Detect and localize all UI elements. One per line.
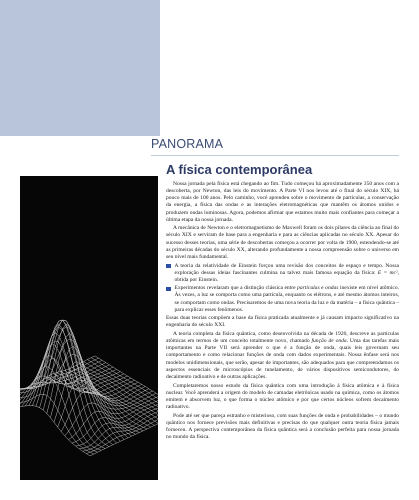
mesh-line	[65, 371, 155, 426]
mesh-line	[68, 369, 158, 423]
emphasis-waves: ondas	[325, 285, 339, 292]
wave-surface-plot	[20, 176, 158, 480]
paragraph-3: Essas duas teorias compõem a base da física praticada atualmente e já causam impacto significativo na engenharia do século XXI.	[166, 315, 399, 329]
equation: E = mc²	[377, 269, 398, 276]
emphasis-wave-function: função de onda	[311, 338, 347, 345]
mesh-line	[65, 396, 158, 436]
bullet-1-text: A teoria da relatividade de Einstein forçou uma revisão dos conceitos de espaço e tempo. Nossa exploração dessas ideias fascinantes culmina na talvez mais famosa equação da física:	[174, 262, 399, 276]
section-divider	[151, 155, 399, 156]
article-body	[166, 181, 399, 443]
bullet-item	[166, 285, 399, 314]
mesh-line	[20, 359, 101, 451]
bullet-square-icon	[166, 287, 171, 292]
paragraph-5: Completaremos nosso estudo da física quântica com uma introdução à física atômica e à física nuclear. Você aprenderá a origem do modelo de camadas eletrônicas usado na química, como os átomos emitem e absorvem luz, o que forma o núcleo atômico e por que certos núcleos sofrem decaimento radioativo.	[166, 382, 399, 410]
paragraph-4	[166, 331, 399, 381]
wave-function-surface-image	[20, 176, 158, 480]
mesh-line	[87, 360, 158, 415]
page-title: A física contemporânea	[166, 162, 313, 177]
bullet-square-icon	[166, 264, 171, 269]
mesh-line	[61, 392, 156, 432]
bullet-2-text-a: Experimentos revelaram que a distinção clássica entre	[174, 285, 296, 292]
paragraph-2: A mecânica de Newton e o eletromagnetismo de Maxwell foram os dois pilares da ciência ao final do século XIX e serviram de base para a engenharia e para as ciências aplicadas no século XX. Apesar do sucesso desses teorias, uma série de descobertas começou a ocorrer por volta de 1900, estendendo-se até as primeiras décadas do século XX, alterando profundamente a nossa compreensão sobre o universo em seu nível mais fundamental.	[166, 225, 399, 260]
mesh-line	[22, 356, 117, 407]
paragraph-1: Nossa jornada pela física está chegando ao fim. Tudo começou há aproximadamente 350 anos com a descoberta, por Newton, das leis do movimento. A Parte VI nos levou até o final do século XIX, há pouco mais de 100 anos. Pelo caminho, você aprendeu sobre o movimento de partículas, a conservação da energia, a física das ondas e as interações eletromagnéticas que mantêm os átomos unidos e produzem ondas luminosas. Agora, podemos afirmar que estamos muito mais confiantes para começar a última etapa da nossa jornada.	[166, 181, 399, 223]
wave-mesh	[20, 320, 158, 456]
bullet-1-end: , obtida por Einstein.	[174, 269, 399, 283]
paragraph-6: Pode até ser que pareça estranho e misterioso, com suas funções de onda e probabilidades – o mundo quântico nos fornece previsões mais definitivas e precisas do que qualquer outra teoria física jamais forneceu. A perspectiva contemporânea da física quântica será a conclusão perfeita para nossa jornada no mundo da física.	[166, 412, 399, 440]
bullet-item	[166, 263, 399, 284]
bullet-2-text-b: e	[321, 285, 324, 292]
emphasis-particles: partículas	[297, 285, 320, 292]
paragraph-4-a: A teoria completa da física quântica, como desenvolvida na década de 1920, descreve as partículas atômicas em termos de um conceito totalmente novo, chamado	[166, 331, 399, 345]
paragraph-4-b: . Uma das tarefas mais importantes na Parte VII será aprender o que é a função de onda, quais leis governam seu comportamento e como relacionar funções de onda com dados experimentais. Nossa ênfase será nos modelos unidimensionais, que serão, apesar de importantes, são adequados para que compreendamos os aspectos essenciais de microscópios de tunelamento, de vários dispositivos semicondutores, do decaimento radioativo e de outras aplicações.	[166, 338, 399, 380]
section-label: PANORAMA	[151, 137, 224, 151]
mesh-line	[27, 320, 117, 443]
bullet-2-text-c: inexiste em nível atômico. Às vezes, a luz se comporta como uma partícula, enquanto os elétrons, e até mesmo átomos inteiros, se comportam como ondas. Precisaremos de uma nova teoria da luz e da matéria – a física quântica – para explicar esses fenômenos.	[174, 285, 399, 313]
header-color-band	[0, 0, 160, 136]
mesh-line	[90, 411, 158, 456]
